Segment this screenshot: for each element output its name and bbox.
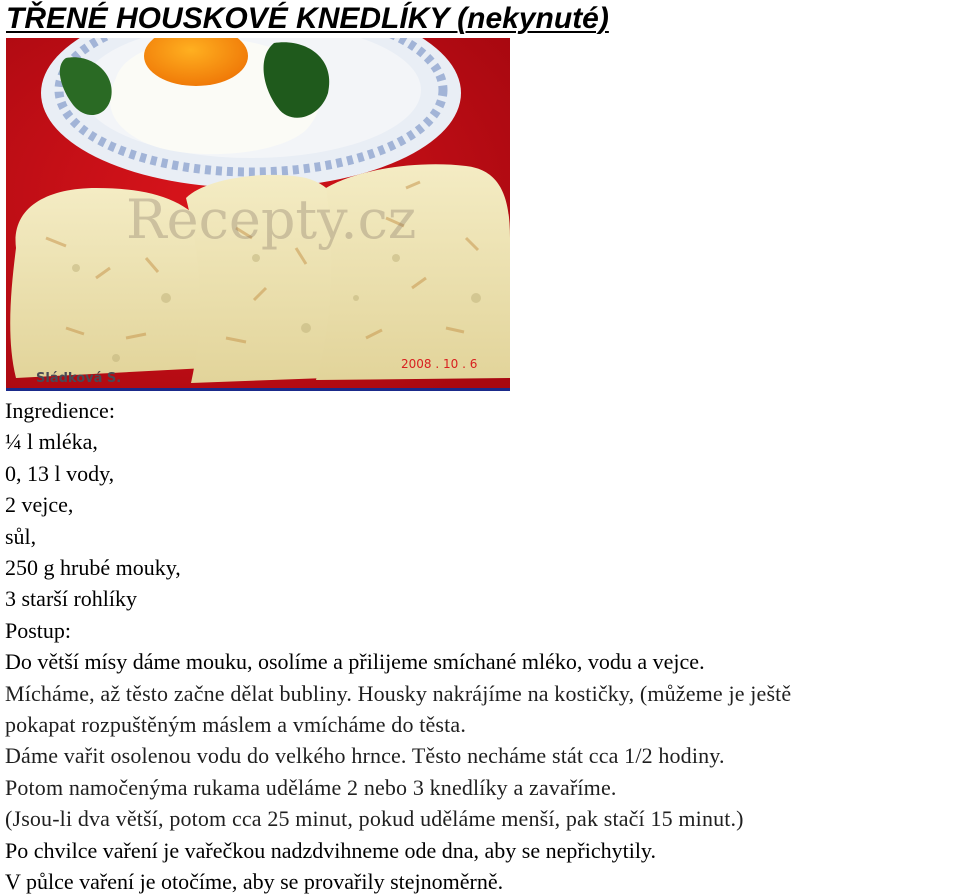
method-line: (Jsou-li dva větší, potom cca 25 minut, pokud uděláme menší, pak stačí 15 minut.) [5,806,744,832]
ingredients-heading: Ingredience: [5,398,115,423]
ingredient-item: ¼ l mléka, [5,429,98,455]
method-line: V půlce vaření je otočíme, aby se provařily stejnoměrně. [5,869,504,895]
photo-watermark-site: Recepty.cz [126,188,417,251]
recipe-body [5,395,960,895]
ingredient-item: sůl, [5,523,37,549]
recipe-title: TŘENÉ HOUSKOVÉ KNEDLÍKY (nekynuté) [6,2,609,35]
method-heading: Postup: [5,617,72,643]
method-line: Dáme vařit osolenou vodu do velkého hrnce. Těsto necháme stát cca 1/2 hodiny. [5,743,725,769]
ingredient-item: 0, 13 l vody, [5,460,115,486]
ingredient-item: 2 vejce, [5,492,74,518]
method-line: pokapat rozpuštěným máslem a vmícháme do těsta. [5,712,466,738]
method-line: Po chvilce vaření je vařečkou nadzdvihneme ode dna, aby se nepřichytily. [5,837,656,863]
photo-divider [6,388,510,391]
ingredient-item: 250 g hrubé mouky, [5,555,181,581]
method-line: Potom namočenýma rukama uděláme 2 nebo 3 knedlíky a zavaříme. [5,774,617,800]
photo-watermark-author: Sládková S. [36,371,122,386]
method-line: Mícháme, až těsto začne dělat bubliny. Housky nakrájíme na kostičky, (můžeme je ještě [5,680,792,706]
photo-watermark-date: 2008 . 10 . 6 [401,357,478,371]
method-line: Do větší mísy dáme mouku, osolíme a přilijeme smíchané mléko, vodu a vejce. [5,649,705,675]
dumplings-photo [6,38,510,388]
ingredient-item: 3 starší rohlíky [5,586,137,612]
